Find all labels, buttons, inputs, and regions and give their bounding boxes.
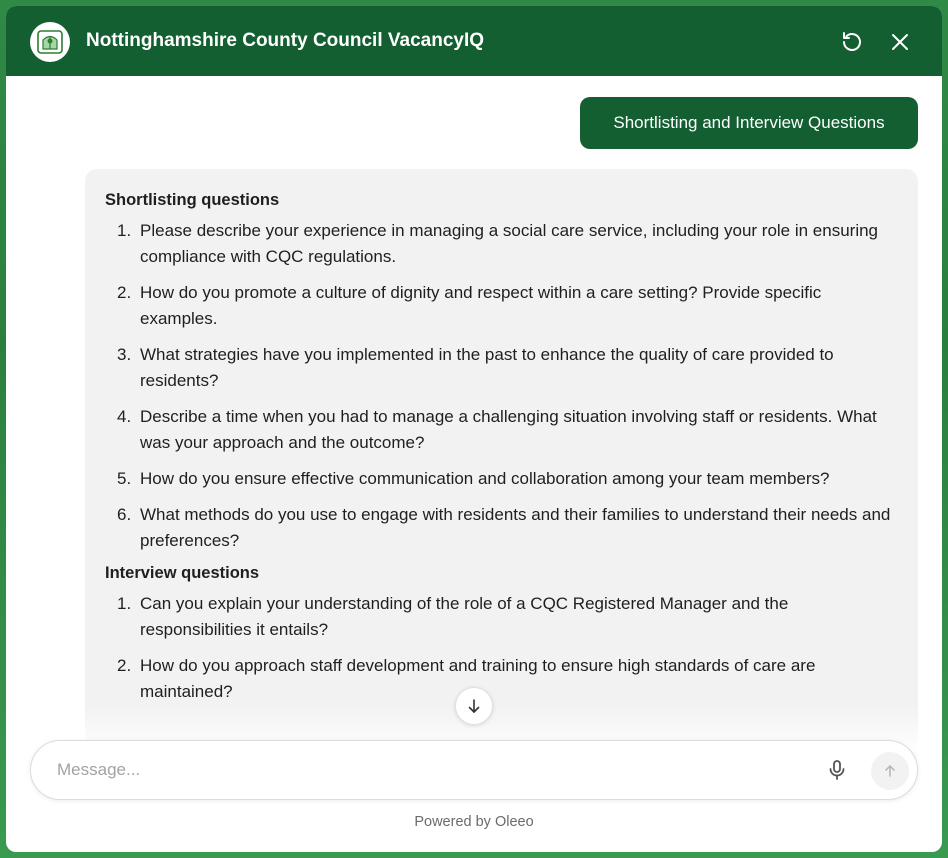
send-arrow-up-icon <box>883 764 897 778</box>
powered-by-footer: Powered by Oleeo <box>414 814 534 830</box>
chat-title: Nottinghamshire County Council VacancyIQ <box>86 30 485 51</box>
interview-list <box>105 591 898 705</box>
message-composer <box>30 740 918 800</box>
list-item: 2. How do you promote a culture of dignity and respect within a care setting? Provide specific examples. <box>117 283 822 328</box>
close-icon[interactable] <box>888 30 912 54</box>
section-title: Shortlisting questions <box>105 191 280 209</box>
list-item: 2. How do you approach staff development and training to ensure high standards of care are maintained? <box>117 656 816 701</box>
section-title: Interview questions <box>105 564 260 582</box>
list-item: 3. What strategies have you implemented in the past to enhance the quality of care provided to residents? <box>117 345 834 390</box>
user-message-bubble: Shortlisting and Interview Questions <box>580 97 918 149</box>
send-button[interactable] <box>871 752 909 790</box>
message-input[interactable] <box>57 755 797 785</box>
scroll-down-button[interactable] <box>455 687 493 725</box>
list-item: 1. Can you explain your understanding of the role of a CQC Registered Manager and the responsibilities it entails? <box>117 594 789 639</box>
council-crest-icon <box>30 22 70 62</box>
assistant-response <box>85 169 918 769</box>
chat-header <box>6 6 942 76</box>
arrow-down-icon <box>466 698 482 714</box>
chat-window <box>6 6 942 852</box>
list-item: 4. Describe a time when you had to manage a challenging situation involving staff or residents. What was your approach and the outcome? <box>117 407 877 452</box>
list-item: 1. Please describe your experience in managing a social care service, including your role in ensuring compliance with CQC regulations. <box>117 221 879 266</box>
refresh-icon[interactable] <box>840 30 864 54</box>
list-item: 6. What methods do you use to engage with residents and their families to understand their needs and preferences? <box>117 505 891 550</box>
shortlisting-list <box>105 218 898 554</box>
list-item: 5. How do you ensure effective communication and collaboration among your team members? <box>117 469 830 488</box>
microphone-icon[interactable] <box>825 758 849 782</box>
